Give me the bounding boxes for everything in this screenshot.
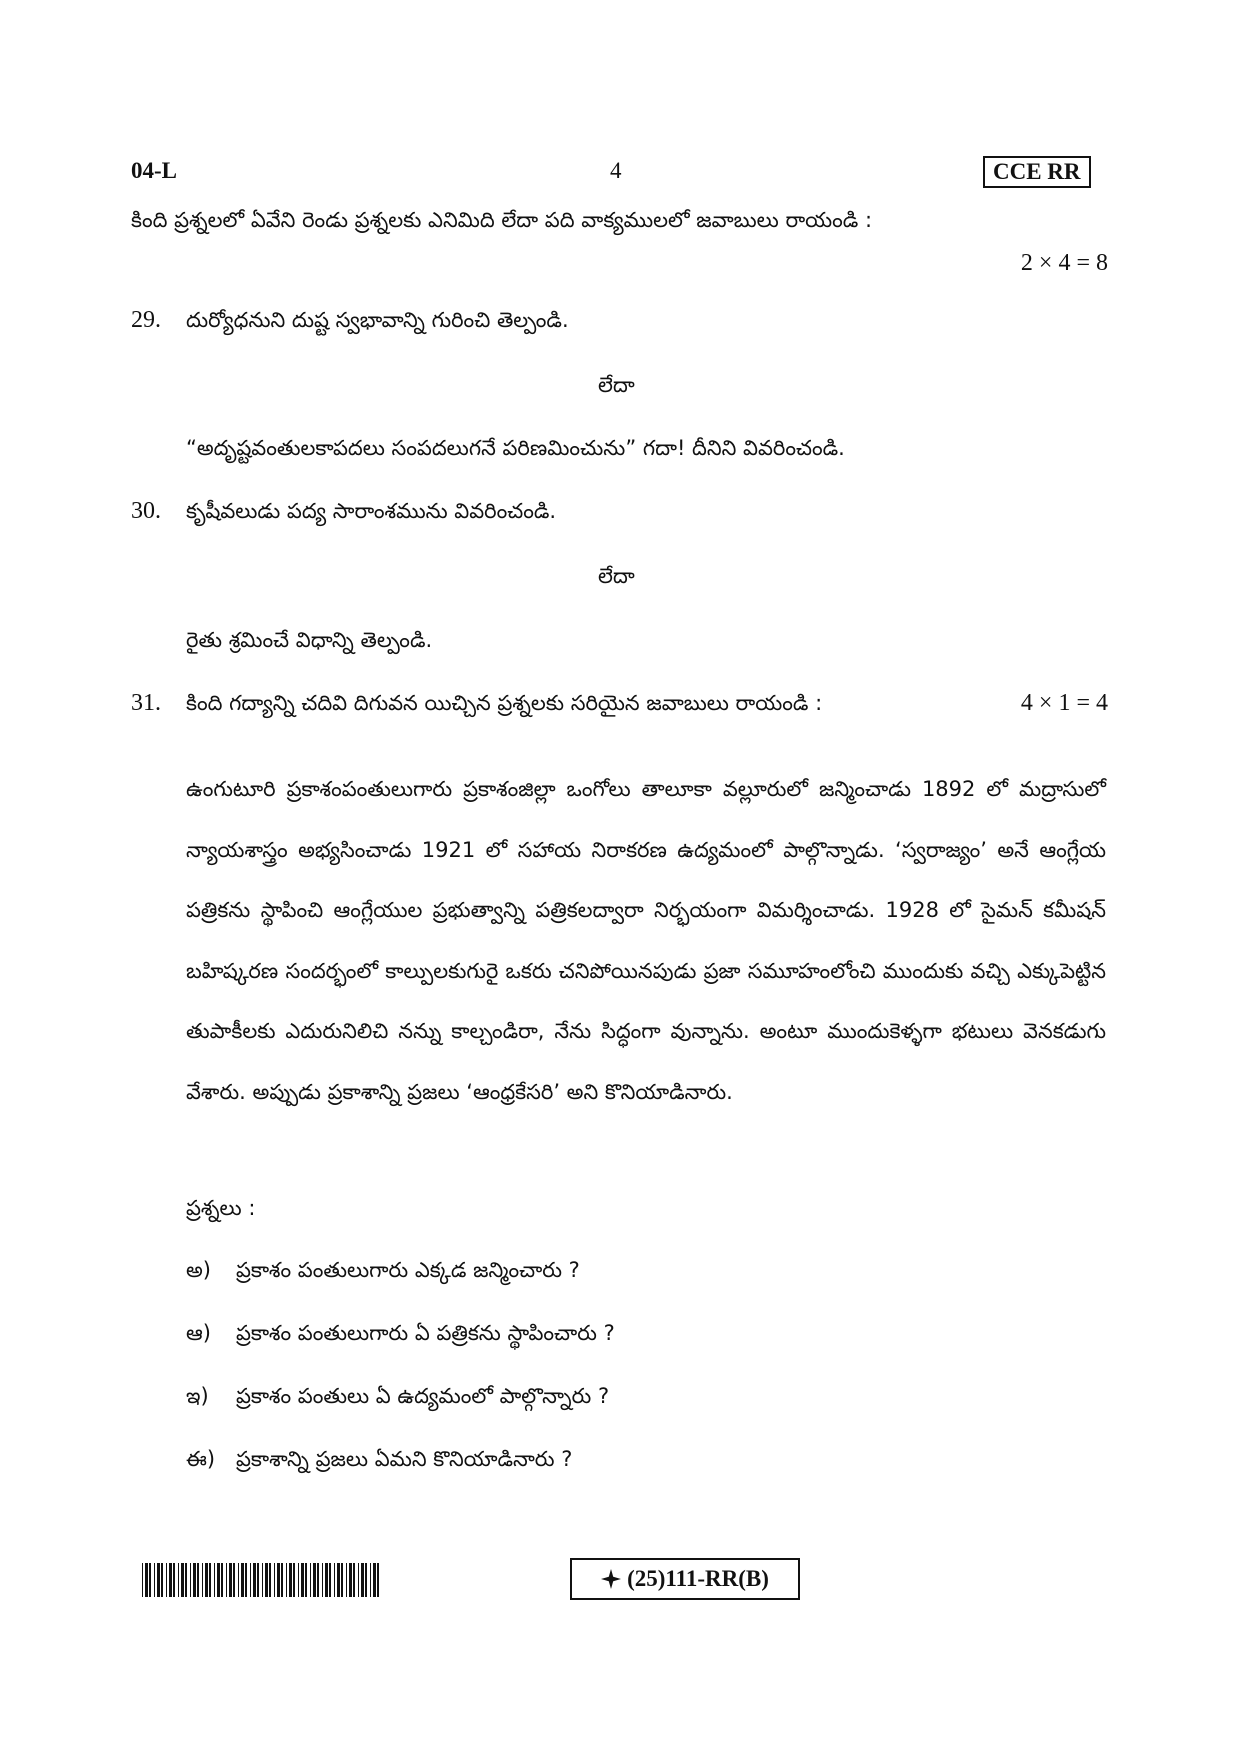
- footer-code: (25)111-RR(B): [627, 1566, 769, 1591]
- or-label-29: లేదా: [598, 373, 635, 397]
- section-marks: 2 × 4 = 8: [1020, 250, 1108, 276]
- or-label-30: లేదా: [598, 564, 635, 588]
- question-29-text: దుర్యోధనుని దుష్ట స్వభావాన్ని గురించి తెల్పండి.: [186, 308, 569, 332]
- sub-question-i: [186, 1384, 609, 1414]
- barcode: [142, 1563, 380, 1597]
- sub-question-label: అ): [186, 1258, 211, 1282]
- sub-question-ii: [186, 1447, 572, 1477]
- question-29-alt: “అదృష్టవంతులకాపదలు సంపదలుగనే పరిణమించును” గదా! దీనిని వివరించండి.: [186, 436, 845, 460]
- page-number: 4: [610, 158, 622, 183]
- question-number-30: 30.: [131, 498, 161, 524]
- question-31-marks: 4 × 1 = 4: [1020, 690, 1108, 716]
- section-instruction: కింది ప్రశ్నలలో ఏవేని రెండు ప్రశ్నలకు ఎనిమిది లేదా పది వాక్యములలో జవాబులు రాయండి :: [131, 208, 873, 232]
- sub-question-a: [186, 1258, 580, 1288]
- question-number-29: 29.: [131, 307, 161, 333]
- sub-question-label: ఆ): [186, 1321, 211, 1345]
- question-30-alt: రైతు శ్రమించే విధాన్ని తెల్పండి.: [186, 628, 433, 652]
- questions-label: ప్రశ్నలు :: [186, 1196, 256, 1220]
- sub-question-aa: [186, 1321, 615, 1351]
- star-icon: [601, 1569, 621, 1589]
- footer-code-box: [570, 1558, 800, 1600]
- sub-question-text: ప్రకాశం పంతులుగారు ఏ పత్రికను స్థాపించారు ?: [236, 1321, 615, 1345]
- question-31-text: కింది గద్యాన్ని చదివి దిగువన యిచ్చిన ప్రశ్నలకు సరియైన జవాబులు రాయండి :: [186, 691, 823, 715]
- sub-question-label: ఈ): [186, 1447, 216, 1471]
- question-30-text: కృషీవలుడు పద్య సారాంశమును వివరించండి.: [186, 499, 557, 523]
- question-number-31: 31.: [131, 690, 161, 716]
- comprehension-passage: ఉంగుటూరి ప్రకాశంపంతులుగారు ప్రకాశంజిల్లా ఒంగోలు తాలూకా వల్లూరులో జన్మించాడు 1892 లో మద్రాసులో న్యాయశాస్త్రం అభ్యసించాడు 1921 లో సహాయ నిరాకరణ ఉద్యమంలో పాల్గొన్నాడు. ‘స్వరాజ్యం’ అనే ఆంగ్లేయ పత్రికను స్థాపించి ఆంగ్లేయుల ప్రభుత్వాన్ని పత్రికలద్వారా నిర్భయంగా విమర్శించాడు. 1928 లో సైమన్ కమీషన్ బహిష్కరణ సందర్భంలో కాల్పులకుగురై ఒకరు చనిపోయినపుడు ప్రజా సమూహంలోంచి ముందుకు వచ్చి ఎక్కుపెట్టిన తుపాకీలకు ఎదురునిలిచి నన్ను కాల్చండిరా, నేను సిద్ధంగా వున్నాను. అంటూ ముందుకెళ్ళగా భటులు వెనకడుగు వేశారు. అప్పుడు ప్రకాశాన్ని ప్రజలు ‘ఆంధ్రకేసరి’ అని కొనియాడినారు.: [186, 777, 1106, 1104]
- sub-question-label: ఇ): [186, 1384, 209, 1408]
- sub-question-text: ప్రకాశాన్ని ప్రజలు ఏమని కొనియాడినారు ?: [236, 1447, 573, 1471]
- paper-code: 04-L: [131, 158, 177, 183]
- cce-rr-box: CCE RR: [983, 156, 1091, 188]
- sub-question-text: ప్రకాశం పంతులుగారు ఎక్కడ జన్మించారు ?: [236, 1258, 580, 1282]
- sub-question-text: ప్రకాశం పంతులు ఏ ఉద్యమంలో పాల్గొన్నారు ?: [236, 1384, 610, 1408]
